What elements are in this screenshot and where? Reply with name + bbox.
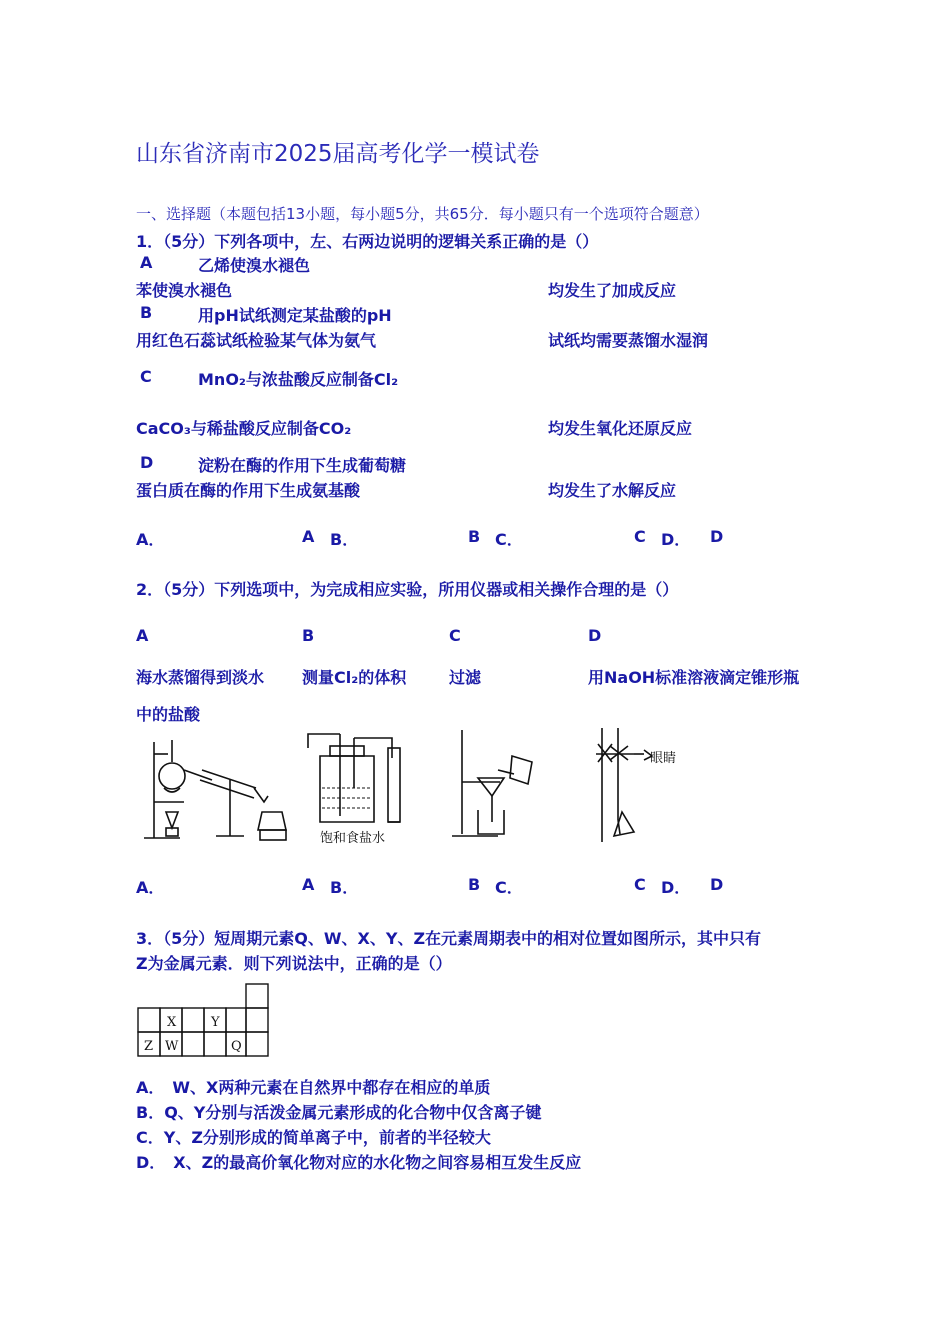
q1-row-b-right: 试纸均需要蒸馏水湿润 [548, 331, 709, 350]
q2-desc-a: 海水蒸馏得到淡水 [136, 668, 265, 687]
q1-row-a-left2: 苯使溴水褪色 [136, 281, 233, 300]
q1-choice-d[interactable]: D． [661, 530, 691, 549]
q2-choice-d[interactable]: D． [661, 878, 691, 897]
q2-choice-b[interactable]: B． [330, 878, 359, 897]
q1-row-b-letter: B [140, 303, 153, 322]
q1-row-b-left1: 用pH试纸测定某盐酸的pH [198, 306, 392, 325]
gas-volume-apparatus-image [302, 728, 414, 850]
q2-choice-c-value: C [634, 875, 646, 894]
q2-desc-d-cont: 中的盐酸 [136, 705, 201, 724]
q1-row-a-right: 均发生了加成反应 [548, 281, 677, 300]
q1-choice-a-value: A [302, 527, 315, 546]
q1-row-c-left1: MnO₂与浓盐酸反应制备Cl₂ [198, 370, 399, 389]
cell-z: Z [144, 1039, 154, 1054]
q1-row-a-left1: 乙烯使溴水褪色 [198, 256, 311, 275]
q1-choice-c-value: C [634, 527, 646, 546]
q1-row-c-left2: CaCO₃与稀盐酸反应制备CO₂ [136, 419, 352, 438]
q1-row-d-right: 均发生了水解反应 [548, 481, 677, 500]
periodic-table-fragment [136, 982, 272, 1060]
q1-row-d-letter: D [140, 453, 154, 472]
q3-stem-line2: Z为金属元素．则下列说法中，正确的是（） [136, 954, 452, 973]
q2-header-a: A [136, 626, 149, 645]
filtration-apparatus-image [448, 726, 540, 844]
q1-row-c-right: 均发生氧化还原反应 [548, 419, 693, 438]
cell-w: W [165, 1039, 179, 1054]
q2-header-b: B [302, 626, 315, 645]
saturated-brine-label: 饱和食盐水 [320, 831, 386, 846]
eye-label: 眼睛 [650, 751, 677, 766]
cell-y: Y [211, 1015, 220, 1030]
q1-choice-b[interactable]: B． [330, 530, 359, 549]
q1-row-d-left1: 淀粉在酶的作用下生成葡萄糖 [198, 456, 407, 475]
q3-stem-line1: 3．（5分）短周期元素Q、W、X、Y、Z在元素周期表中的相对位置如图所示，其中只有 [136, 929, 762, 948]
q1-row-a-letter: A [140, 253, 153, 272]
cell-x: X [167, 1015, 177, 1030]
q2-header-d: D [588, 626, 602, 645]
q3-option-c[interactable]: C．Y、Z分别形成的简单离子中，前者的半径较大 [136, 1128, 491, 1147]
q1-row-d-left2: 蛋白质在酶的作用下生成氨基酸 [136, 481, 361, 500]
q1-choice-d-value: D [710, 527, 724, 546]
q2-desc-c: 过滤 [449, 668, 482, 687]
q1-stem: 1．（5分）下列各项中，左、右两边说明的逻辑关系正确的是（） [136, 232, 599, 251]
cell-q: Q [231, 1039, 242, 1054]
q2-desc-b: 测量Cl₂的体积 [302, 668, 407, 687]
q2-choice-a-value: A [302, 875, 315, 894]
q1-row-c-letter: C [140, 367, 152, 386]
q1-choice-c[interactable]: C． [495, 530, 523, 549]
page-title: 山东省济南市2025届高考化学一模试卷 [136, 141, 540, 167]
q1-choice-b-value: B [468, 527, 481, 546]
titration-apparatus-image [588, 724, 708, 844]
q3-option-a[interactable]: A． W、X两种元素在自然界中都存在相应的单质 [136, 1078, 491, 1097]
q1-choice-a[interactable]: A． [136, 530, 165, 549]
q1-row-b-left2: 用红色石蕊试纸检验某气体为氨气 [136, 331, 377, 350]
q2-desc-d: 用NaOH标准溶液滴定锥形瓶 [588, 668, 800, 687]
q2-choice-d-value: D [710, 875, 724, 894]
q2-choice-c[interactable]: C． [495, 878, 523, 897]
q2-choice-b-value: B [468, 875, 481, 894]
q2-stem: 2．（5分）下列选项中，为完成相应实验，所用仪器或相关操作合理的是（） [136, 580, 679, 599]
section-heading: 一、选择题（本题包括13小题，每小题5分，共65分．每小题只有一个选项符合题意） [136, 205, 709, 223]
q3-option-b[interactable]: B．Q、Y分别与活泼金属元素形成的化合物中仅含离子键 [136, 1103, 542, 1122]
q3-option-d[interactable]: D． X、Z的最高价氧化物对应的水化物之间容易相互发生反应 [136, 1153, 582, 1172]
q2-header-c: C [449, 626, 461, 645]
distillation-apparatus-image [140, 732, 292, 844]
q2-choice-a[interactable]: A． [136, 878, 165, 897]
